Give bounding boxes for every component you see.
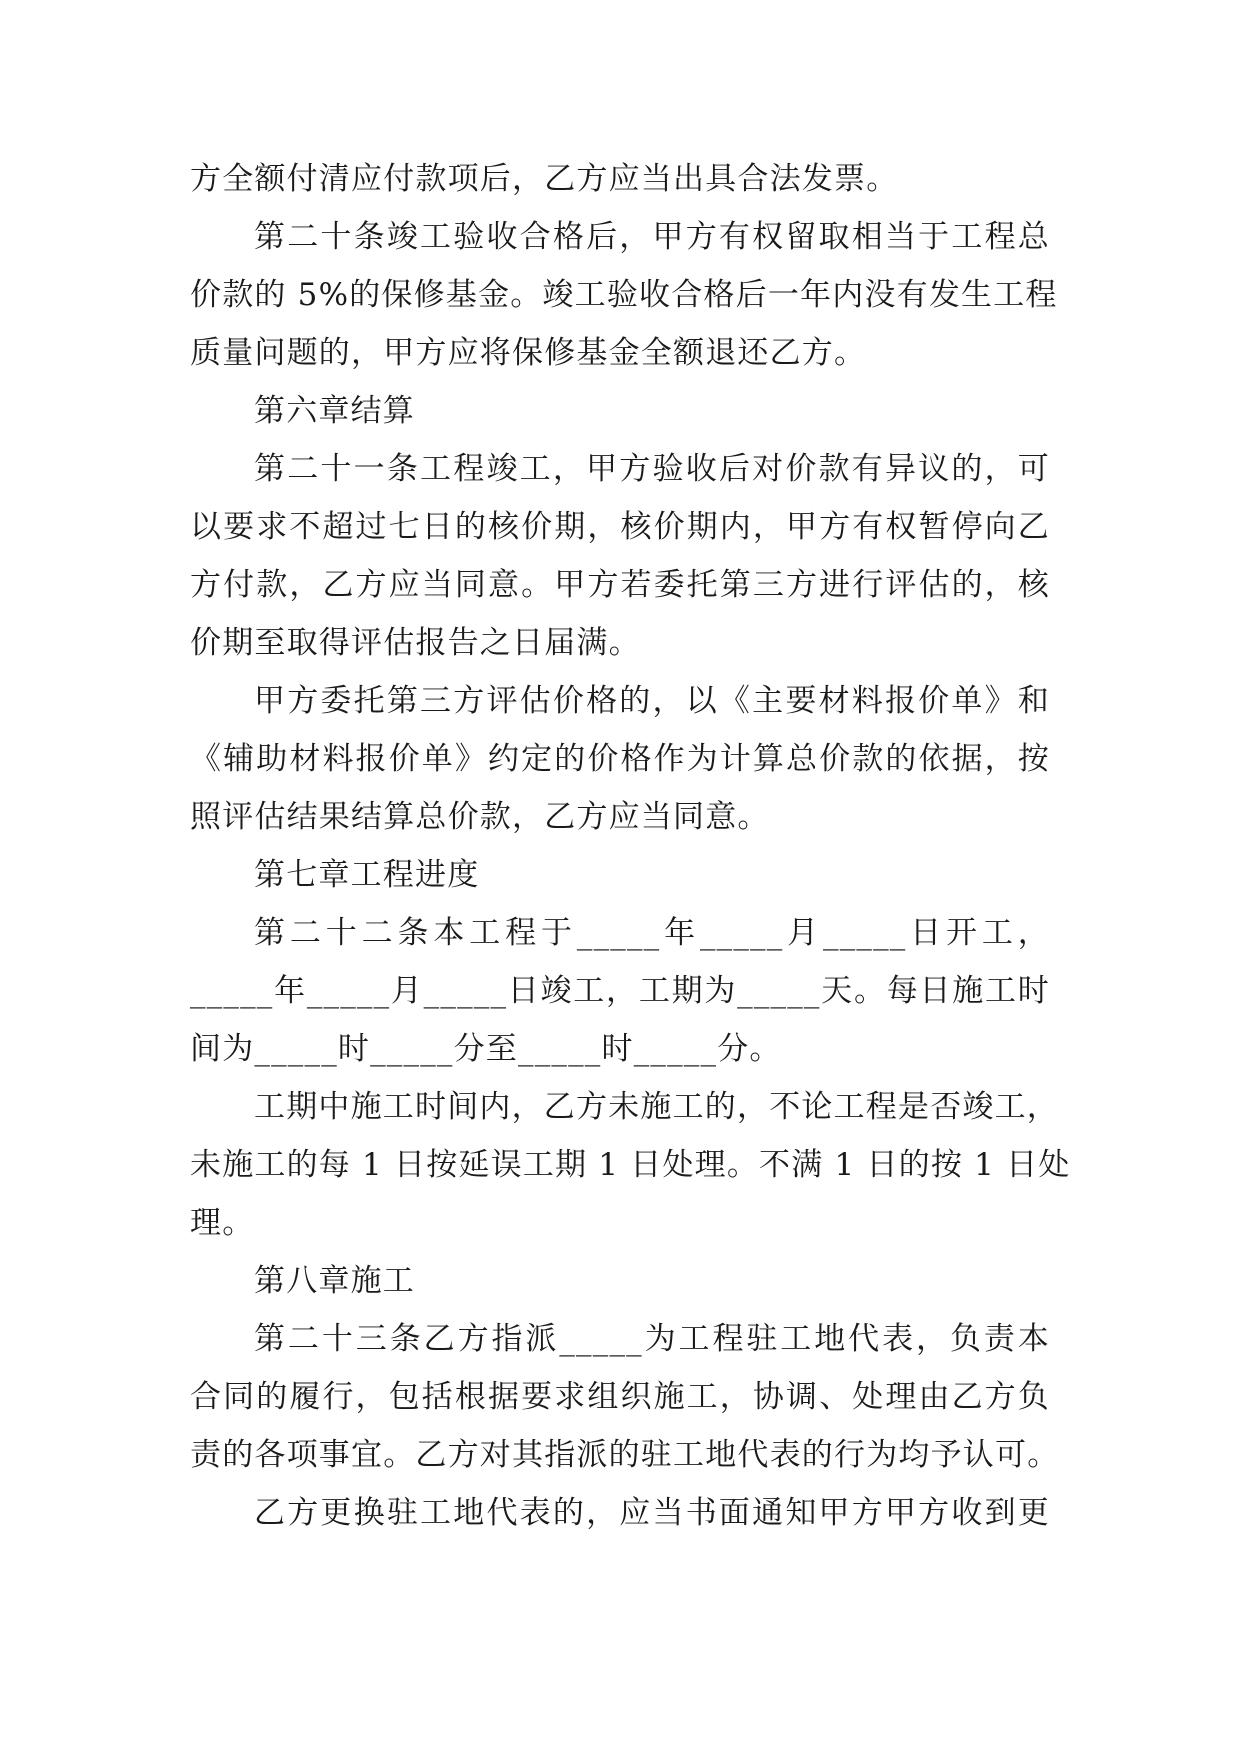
text-line: 未施工的每 1 日按延误工期 1 日处理。不满 1 日的按 1 日处	[190, 1147, 1071, 1183]
text-line: 第二十二条本工程于_____年_____月_____日开工，	[254, 915, 1050, 951]
text-line: _____年_____月_____日竣工，工期为_____天。每日施工时	[190, 973, 1050, 1009]
chapter-heading: 第八章施工	[254, 1263, 415, 1299]
text-line: 第二十三条乙方指派_____为工程驻工地代表，负责本	[254, 1321, 1050, 1357]
text-line: 合同的履行，包括根据要求组织施工，协调、处理由乙方负	[190, 1379, 1050, 1415]
document-page	[190, 150, 1071, 1542]
text-line: 价期至取得评估报告之日届满。	[190, 625, 641, 661]
text-line: 质量问题的，甲方应将保修基金全额退还乙方。	[190, 335, 867, 371]
chapter-heading: 第六章结算	[254, 393, 415, 429]
text-line: 理。	[190, 1205, 255, 1241]
chapter-heading: 第七章工程进度	[254, 857, 480, 893]
text-line: 照评估结果结算总价款，乙方应当同意。	[190, 799, 770, 835]
text-line: 甲方委托第三方评估价格的，以《主要材料报价单》和	[254, 683, 1050, 719]
text-line: 工期中施工时间内，乙方未施工的，不论工程是否竣工，	[254, 1089, 1059, 1125]
text-line: 第二十一条工程竣工，甲方验收后对价款有异议的，可	[254, 451, 1050, 487]
text-line: 乙方更换驻工地代表的，应当书面通知甲方甲方收到更	[254, 1495, 1050, 1531]
text-line: 方付款，乙方应当同意。甲方若委托第三方进行评估的，核	[190, 567, 1050, 603]
text-line: 间为_____时_____分至_____时_____分。	[190, 1031, 782, 1067]
text-line: 方全额付清应付款项后，乙方应当出具合法发票。	[190, 161, 899, 197]
text-line: 责的各项事宜。乙方对其指派的驻工地代表的行为均予认可。	[190, 1437, 1060, 1473]
text-line: 价款的 5%的保修基金。竣工验收合格后一年内没有发生工程	[190, 277, 1058, 313]
text-line: 以要求不超过七日的核价期，核价期内，甲方有权暂停向乙	[190, 509, 1050, 545]
text-line: 第二十条竣工验收合格后，甲方有权留取相当于工程总	[254, 219, 1050, 255]
text-line: 《辅助材料报价单》约定的价格作为计算总价款的依据，按	[190, 741, 1050, 777]
